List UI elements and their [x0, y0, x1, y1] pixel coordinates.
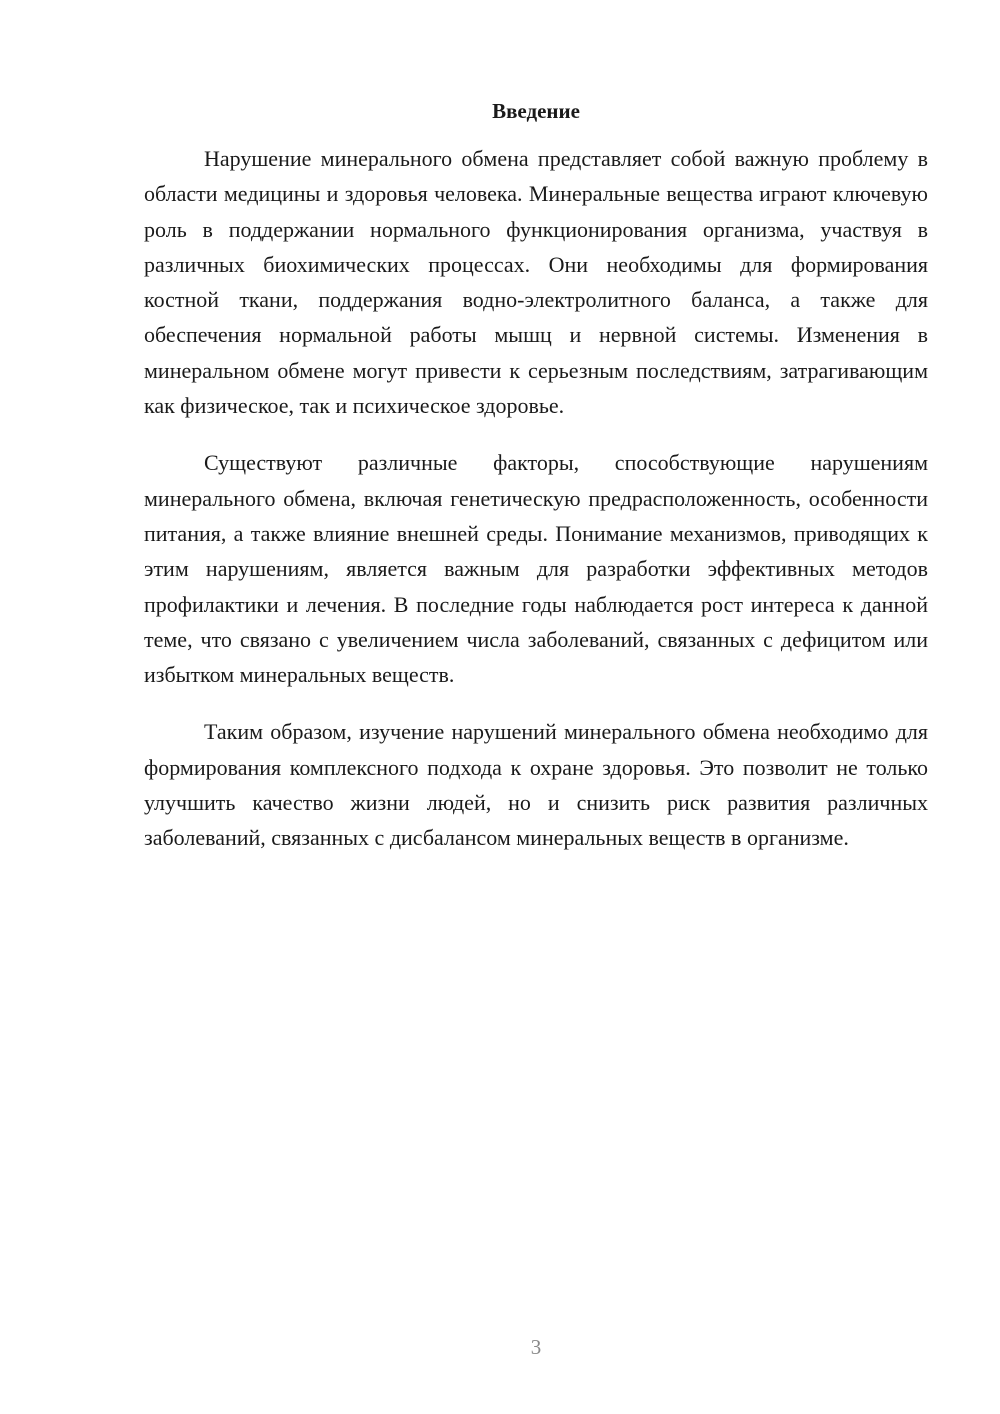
body-text [144, 141, 928, 878]
paragraph-2: Существуют различные факторы, способствующие нарушениям минерального обмена, включая генетическую предрасположенность, особенности питания, а также влияние внешней среды. Понимание механизмов, приводящих к этим нарушениям, является важным для разработки эффективных методов профилактики и лечения. В последние годы наблюдается рост интереса к данной теме, что связано с увеличением числа заболеваний, связанных с дефицитом или избытком минеральных веществ. [144, 450, 928, 688]
paragraph-1: Нарушение минерального обмена представляет собой важную проблему в области медицины и здоровья человека. Минеральные вещества играют ключевую роль в поддержании нормального функционирования организма, участвуя в различных биохимических процессах. Они необходимы для формирования костной ткани, поддержания водно-электролитного баланса, а также для обеспечения нормальной работы мышц и нервной системы. Изменения в минеральном обмене могут привести к серьезным последствиям, затрагивающим как физическое, так и психическое здоровье. [144, 146, 928, 419]
section-heading: Введение [492, 99, 580, 123]
page-number: 3 [530, 1335, 542, 1359]
paragraph-3: Таким образом, изучение нарушений минерального обмена необходимо для формирования комплексного подхода к охране здоровья. Это позволит не только улучшить качество жизни людей, но и снизить риск развития различных заболеваний, связанных с дисбалансом минеральных веществ в организме. [144, 719, 928, 851]
